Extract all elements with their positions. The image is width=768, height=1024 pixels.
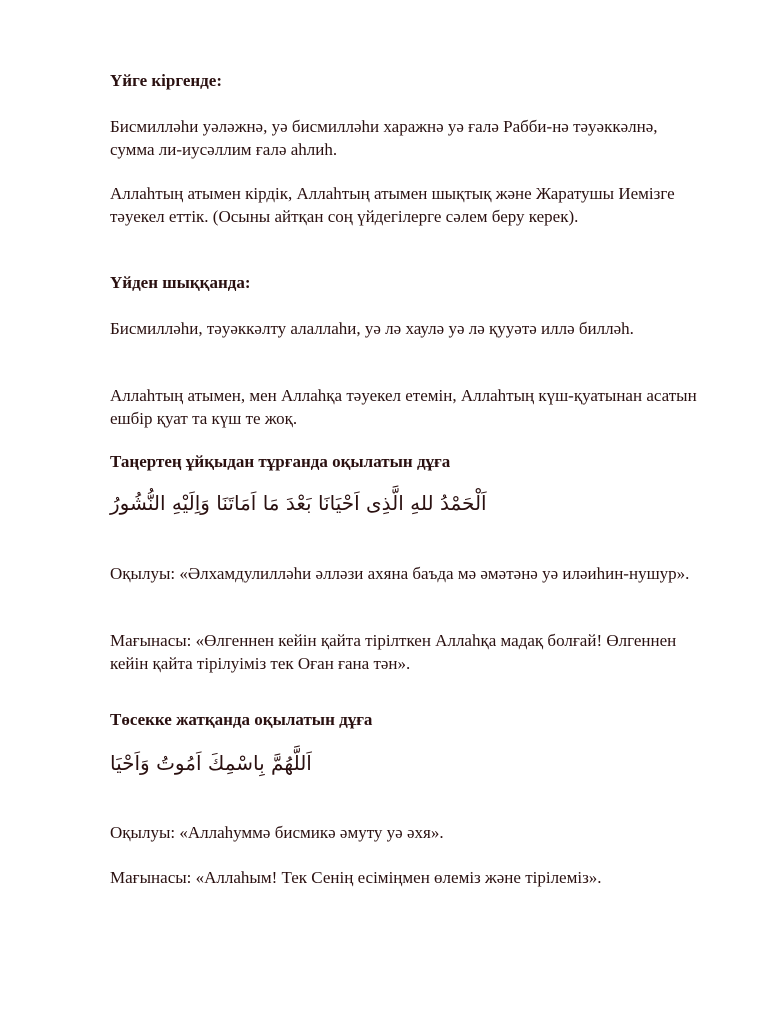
translit-entering-home — [110, 115, 700, 161]
transliteration-paragraph: Бисмилләһи, тәуәккәлту алаллаһи, уә лә хаулә уә лә қууәтә иллә билләһ. — [110, 319, 634, 338]
meaning-morning-dua — [110, 629, 700, 675]
arabic-text: اَلْحَمْدُ للهِ الَّذِى اَحْيَانَا بَعْدَ مَا اَمَاتَنَا وَاِلَيْهِ النُّشُورُ — [110, 491, 487, 515]
reading-paragraph: Оқылуы: «Әлхамдулилләһи әлләзи ахяна баъда мә әмәтәнә уә иләиһин-нушур». — [110, 564, 690, 583]
meaning-paragraph: Аллаһтың атымен, мен Аллаһқа тәуекел етемін, Аллаһтың күш-қуатынан асатын ешбір қуат та күш те жоқ. — [110, 386, 697, 428]
meaning-entering-home — [110, 182, 700, 228]
meaning-paragraph: Аллаһтың атымен кірдік, Аллаһтың атымен шықтық және Жаратушы Иемізге тәуекел еттік. (Осыны айтқан соң үйдегілерге сәлем беру керек). — [110, 184, 675, 226]
meaning-leaving-home — [110, 384, 700, 430]
section-heading: Үйге кіргенде: — [110, 71, 222, 90]
meaning-paragraph: Мағынасы: «Аллаһым! Тек Сенің есіміңмен өлеміз және тірілеміз». — [110, 868, 602, 887]
section-heading: Үйден шыққанда: — [110, 273, 251, 292]
transliteration-paragraph: Бисмилләһи уәләжнә, уә бисмилләһи харажнә уә ғалә Рабби-нә тәуәккәлнә, сумма ли-иусәллим ғалә аһлиһ. — [110, 117, 658, 159]
section-heading: Төсекке жатқанда оқылатын дұға — [110, 710, 373, 729]
meaning-paragraph: Мағынасы: «Өлгеннен кейін қайта тірілткен Аллаһқа мадақ болғай! Өлгеннен кейін қайта тірілуіміз тек Оған ғана тән». — [110, 631, 677, 673]
reading-bedtime-dua — [110, 821, 700, 844]
reading-morning-dua — [110, 562, 700, 585]
arabic-morning-dua — [110, 488, 700, 518]
heading-entering-home — [110, 70, 700, 92]
arabic-text: اَللَّهُمَّ بِاسْمِكَ اَمُوتُ وَاَحْيَا — [110, 751, 312, 775]
heading-bedtime-dua — [110, 709, 700, 731]
heading-morning-dua — [110, 451, 700, 473]
heading-leaving-home — [110, 272, 700, 294]
translit-leaving-home — [110, 317, 700, 340]
reading-paragraph: Оқылуы: «Аллаһуммә бисмикә әмуту уә әхя». — [110, 823, 444, 842]
section-heading: Таңертең ұйқыдан тұрғанда оқылатын дұға — [110, 452, 451, 471]
arabic-bedtime-dua — [110, 748, 700, 778]
meaning-bedtime-dua — [110, 866, 700, 889]
